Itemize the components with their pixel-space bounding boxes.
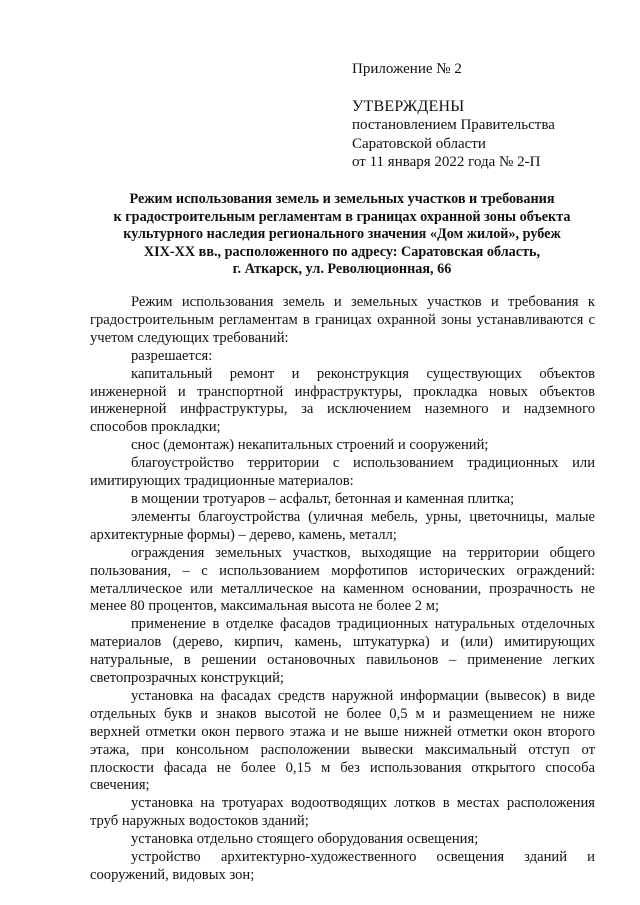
title-line: к градостроительным регламентам в границах охранной зоны объекта xyxy=(113,208,571,225)
allowed-heading: разрешается: xyxy=(131,347,213,364)
body-paragraph: капитальный ремонт и реконструкция существующих объектов инженерной и транспортной инфраструктуры, прокладка новых объектов инженерной инфраструктуры, за исключением наземного и надземного способов прокладки; xyxy=(90,365,595,436)
body-paragraph: установка на фасадах средств наружной информации (вывесок) в виде отдельных букв и знаков высотой не более 0,5 м и размещением не ниже верхней отметки окон первого этажа и не выше нижней отметки окон второго этажа, при консольном расположении вывески максимальный отступ от плоскости фасада не более 0,15 м без использования открытого способа свечения; xyxy=(90,687,595,794)
body-paragraph: элементы благоустройства (уличная мебель, урны, цветочницы, малые архитектурные формы) – дерево, камень, металл; xyxy=(90,508,595,543)
intro-paragraph: Режим использования земель и земельных участков и требования к градостроительным регламентам в границах охранной зоны устанавливаются с учетом следующих требований: xyxy=(90,294,595,346)
approval-block xyxy=(352,60,622,172)
body-paragraph: устройство архитектурно-художественного освещения зданий и сооружений, видовых зон; xyxy=(90,849,595,883)
body-paragraph: снос (демонтаж) некапитальных строений и сооружений; xyxy=(131,437,489,454)
title-line: Режим использования земель и земельных участков и требования xyxy=(129,191,555,207)
body-paragraph: в мощении тротуаров – асфальт, бетонная и каменная плитка; xyxy=(131,490,515,507)
title-line: XIX-XX вв., расположенного по адресу: Саратовская область, xyxy=(143,243,541,260)
body-paragraph: применение в отделке фасадов традиционных натуральных отделочных материалов (дерево, кирпич, камень, штукатурка) и (или) имитирующих натуральные, в решении остановочных павильонов – применение легких светопрозрачных конструкций; xyxy=(90,616,595,687)
document-body xyxy=(90,294,595,885)
body-paragraph: установка на тротуарах водоотводящих лотков в местах расположения труб наружных водостоков зданий; xyxy=(90,795,595,830)
approval-date: от 11 января 2022 года № 2-П xyxy=(352,154,541,171)
body-paragraph: установка отдельно стоящего оборудования освещения; xyxy=(131,831,479,848)
approval-region: Саратовской области xyxy=(352,135,486,152)
title-line: культурного наследия регионального значения «Дом жилой», рубеж xyxy=(123,226,561,243)
annex-number: Приложение № 2 xyxy=(352,61,462,77)
body-paragraph: ограждения земельных участков, выходящие на территории общего пользования, – с использованием морфотипов исторических ограждений: металлическое или металлическое на каменном основании, прозрачность не менее 80 процентов, максимальная высота не более 2 м; xyxy=(90,544,595,615)
body-paragraph: благоустройство территории с использованием традиционных или имитирующих традиционные материалов: xyxy=(90,455,595,490)
approval-authority: постановлением Правительства xyxy=(352,117,555,134)
document-title xyxy=(90,191,594,279)
approval-heading: УТВЕРЖДЕНЫ xyxy=(352,97,465,115)
title-line: г. Аткарск, ул. Революционная, 66 xyxy=(232,261,452,278)
